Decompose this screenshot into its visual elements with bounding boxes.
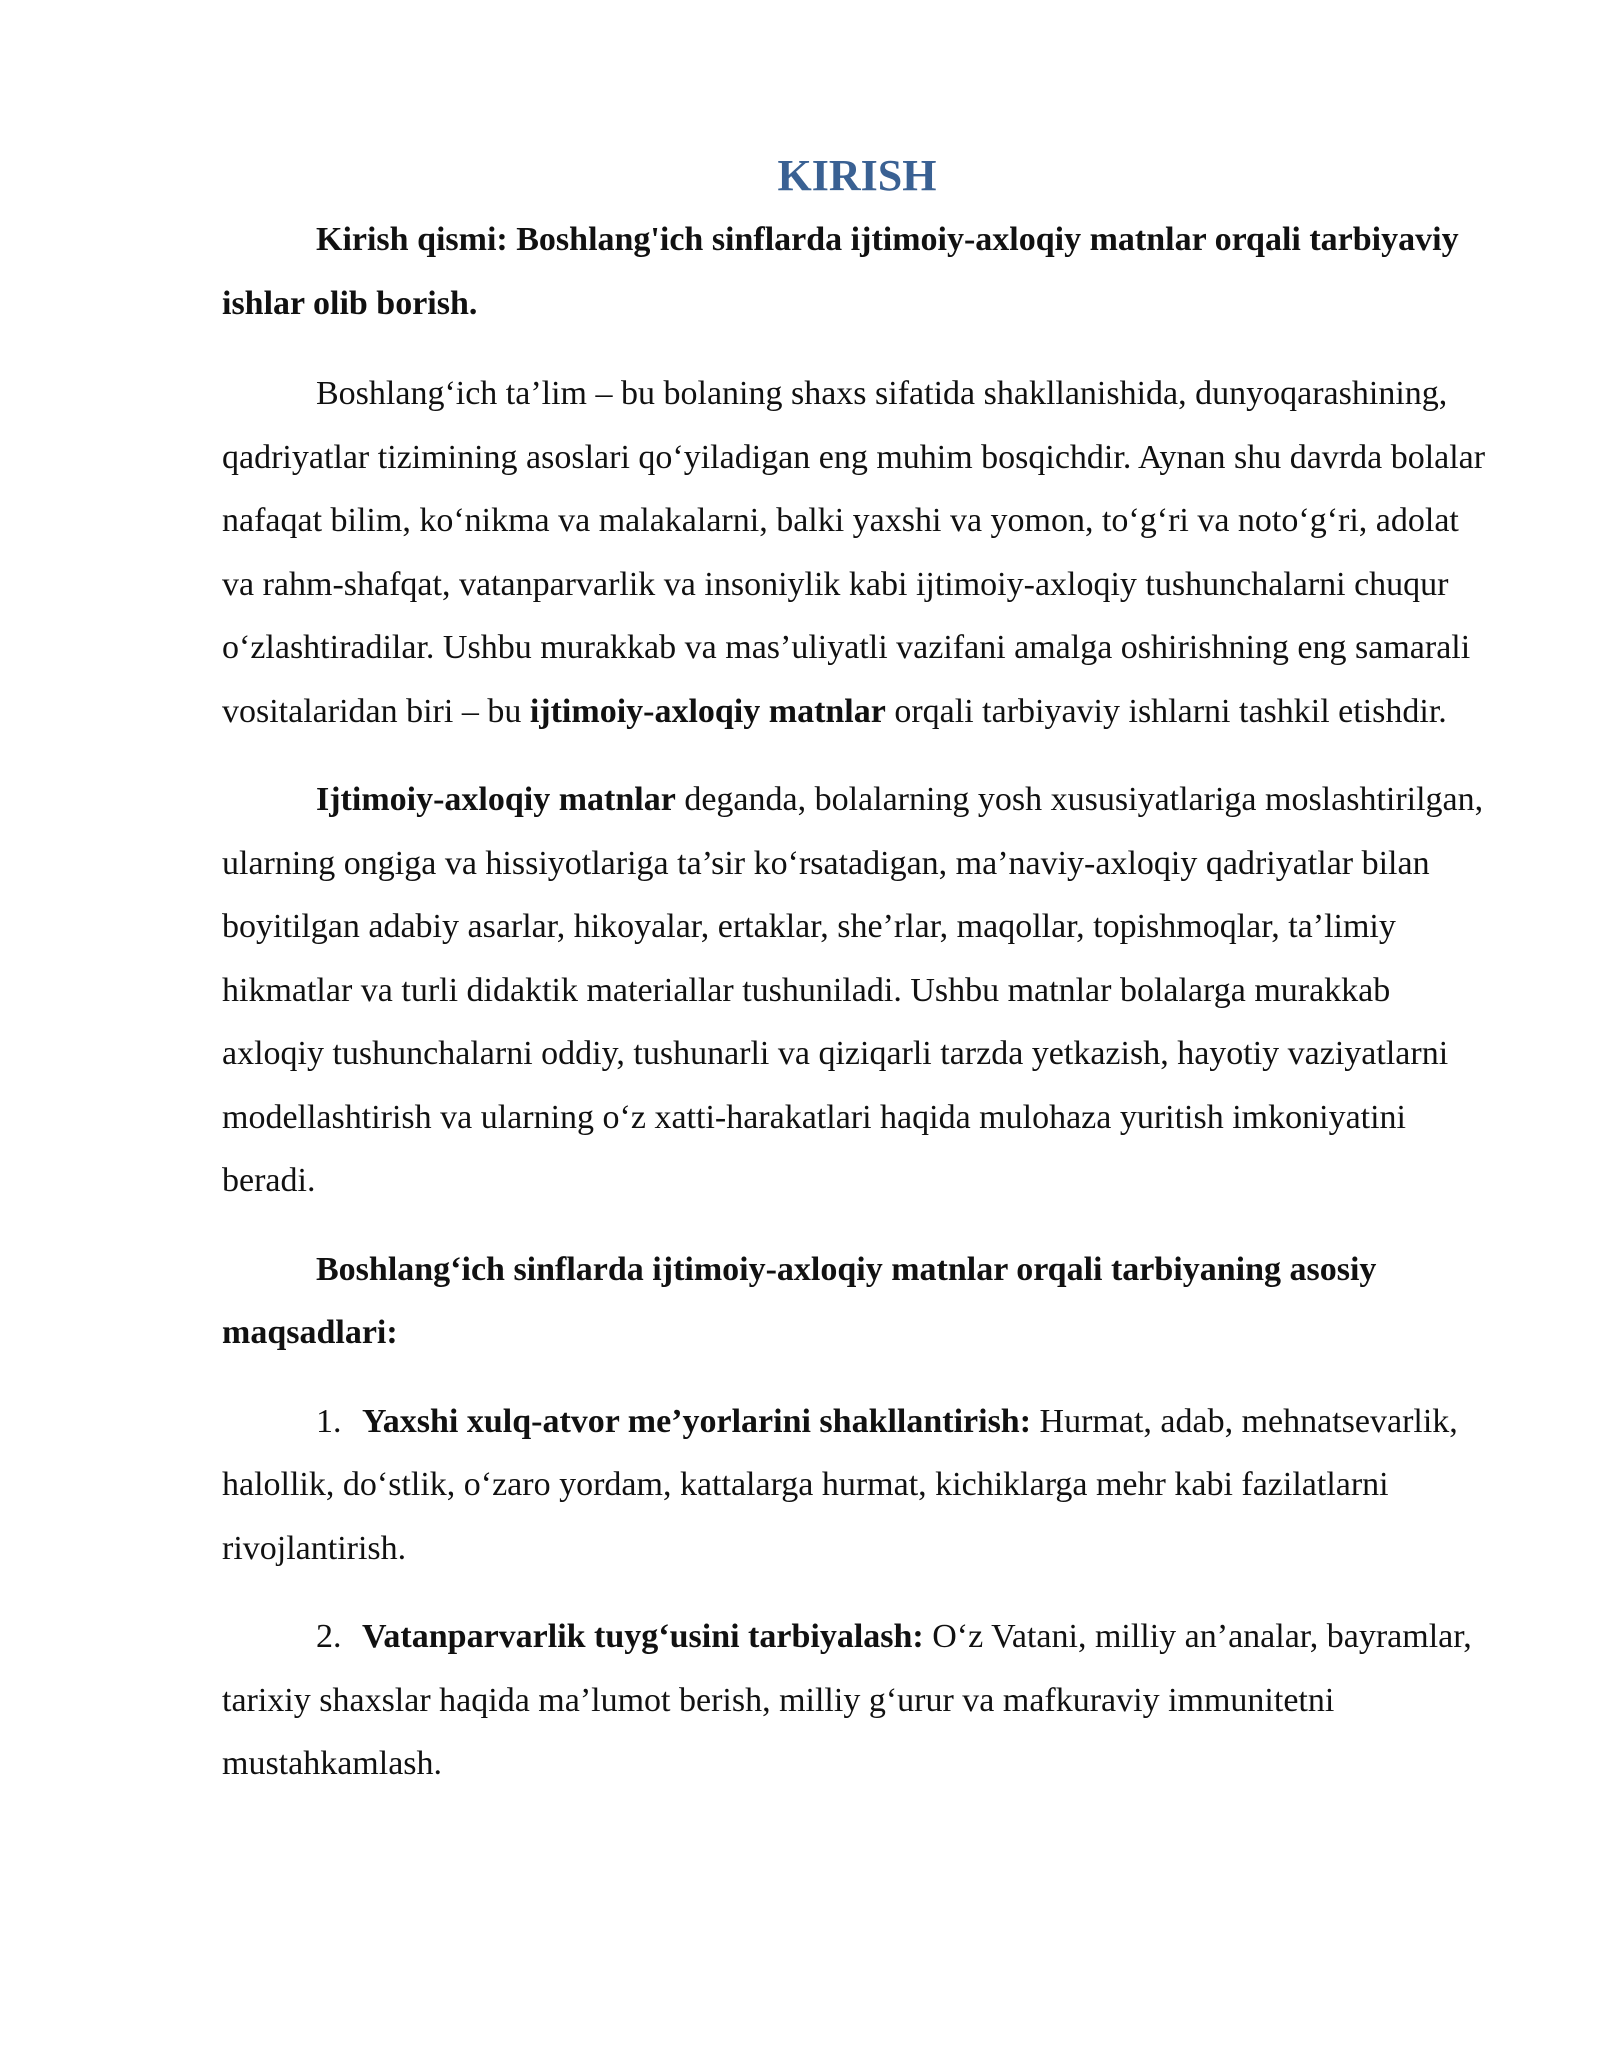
list-item-title: Yaxshi xulq-atvor me’yorlarini shakllantirish:: [362, 1402, 1032, 1440]
paragraph-intro: [222, 362, 1492, 743]
list-item: [222, 1605, 1492, 1796]
list-item-number: 1.: [316, 1402, 342, 1440]
paragraph-intro-bold: ijtimoiy-axloqiy matnlar: [529, 692, 886, 730]
paragraph-intro-text-end: orqali tarbiyaviy ishlarni tashkil etishdir.: [885, 692, 1447, 730]
list-item-text: O‘z Vatani, milliy an’analar, bayramlar, tarixiy shaxslar haqida ma’lumot berish, milliy g‘urur va mafkuraviy immunitetni mustahkamlash.: [222, 1618, 1472, 1782]
list-item: [222, 1390, 1492, 1581]
section-subtitle: Kirish qismi: Boshlang'ich sinflarda ijtimoiy-axloqiy matnlar orqali tarbiyaviy ishlar olib borish.: [222, 221, 1459, 322]
aims-heading: Boshlang‘ich sinflarda ijtimoiy-axloqiy matnlar orqali tarbiyaning asosiy maqsadlari:: [222, 1250, 1377, 1351]
paragraph-definition: [222, 768, 1492, 1213]
paragraph-definition-text: deganda, bolalarning yosh xususiyatlariga moslashtirilgan, ularning ongiga va hissiyotlariga ta’sir ko‘rsatadigan, ma’naviy-axloqiy qadriyatlar bilan boyitilgan adabiy asarlar, hikoyalar, ertaklar, she’rlar, maqollar, topishmoqlar, ta’limiy hikmatlar va turli didaktik materiallar tushuniladi. Ushbu matnlar bolalarga murakkab axloqiy tushunchalarni oddiy, tushunarli va qiziqarli tarzda yetkazish, hayotiy vaziyatlarni modellashtirish va ularning o‘z xatti-harakatlari haqida mulohaza yuritish imkoniyatini beradi.: [222, 781, 1484, 1199]
paragraph-intro-text: Boshlang‘ich ta’lim – bu bolaning shaxs sifatida shakllanishida, dunyoqarashining, qadriyatlar tizimining asoslari qo‘yiladigan eng muhim bosqichdir. Aynan shu davrda bolalar nafaqat bilim, ko‘nikma va malakalarni, balki yaxshi va yomon, to‘g‘ri va noto‘g‘ri, adolat va rahm-shafqat, vatanparvarlik va insoniylik kabi ijtimoiy-axloqiy tushunchalarni chuqur o‘zlashtiradilar. Ushbu murakkab va mas’uliyatli vazifani amalga oshirishning eng samarali vositalaridan biri – bu: [222, 375, 1486, 730]
list-item-title: Vatanparvarlik tuyg‘usini tarbiyalash:: [362, 1618, 924, 1655]
list-item-number: 2.: [316, 1618, 342, 1655]
document-body: [222, 148, 1492, 1821]
list-item-text: Hurmat, adab, mehnatsevarlik, halollik, do‘stlik, o‘zaro yordam, kattalarga hurmat, kichiklarga mehr kabi fazilatlarni rivojlantirish.: [222, 1402, 1458, 1567]
paragraph-definition-bold: Ijtimoiy-axloqiy matnlar: [316, 781, 676, 818]
page-title: KIRISH: [777, 151, 937, 200]
